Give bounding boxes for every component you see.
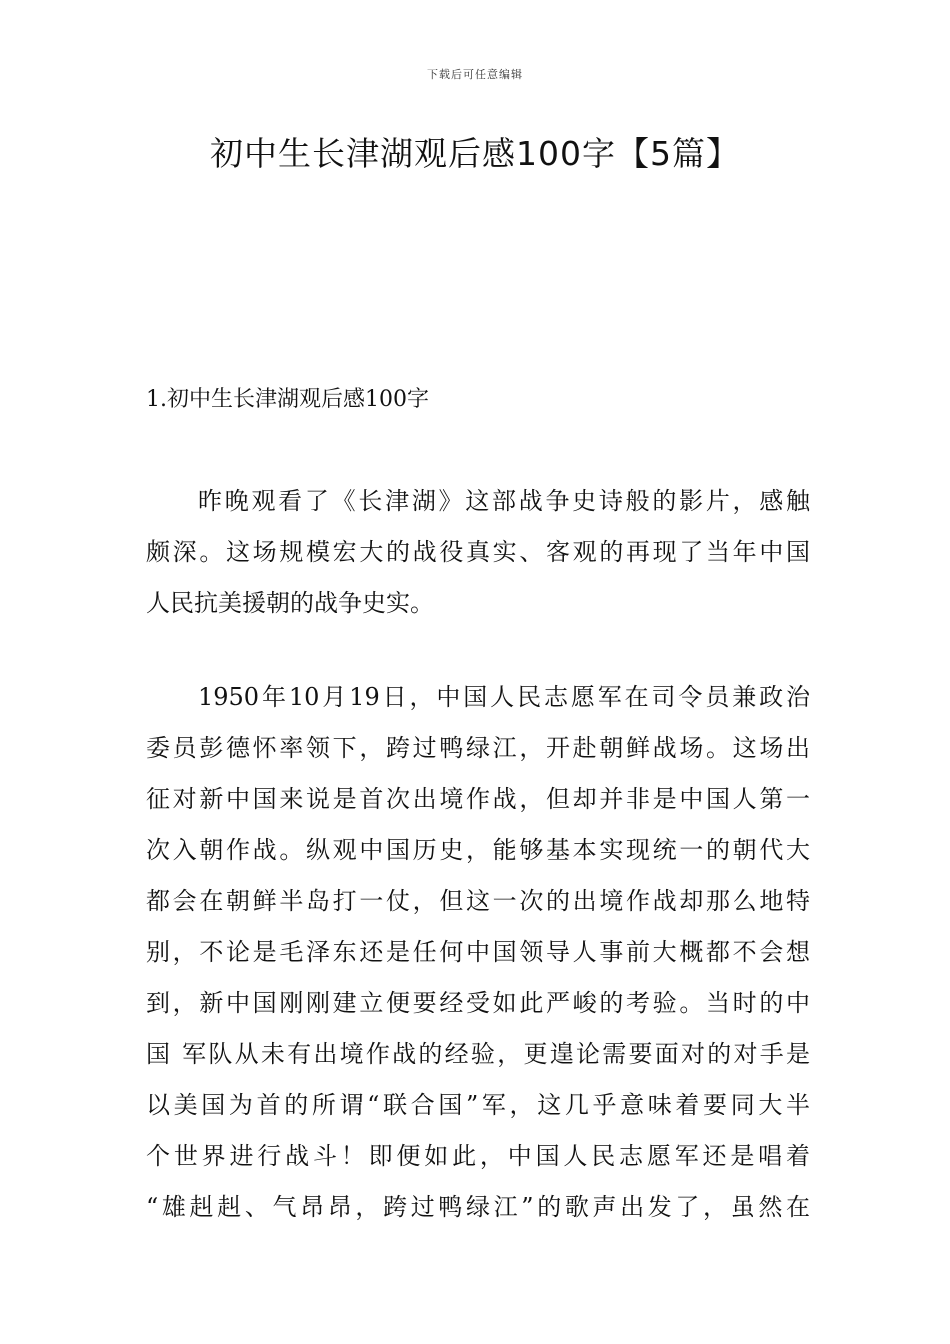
- document-title: 初中生长津湖观后感100字【5篇】: [210, 134, 740, 173]
- paragraph-line: 征对新中国来说是首次出境作战，但却并非是中国人第一: [146, 785, 810, 813]
- paragraph-line: 昨晚观看了《长津湖》这部战争史诗般的影片，感触: [198, 487, 810, 515]
- section-heading: 1.初中生长津湖观后感100字: [146, 387, 429, 412]
- paragraph-line: 个世界进行战斗！即便如此，中国人民志愿军还是唱着: [146, 1142, 810, 1170]
- paragraph-1: [146, 476, 810, 629]
- paragraph-line: 都会在朝鲜半岛打一仗，但这一次的出境作战却那么地特: [146, 887, 810, 915]
- paragraph-line: 次入朝作战。纵观中国历史，能够基本实现统一的朝代大: [146, 836, 810, 864]
- paragraph-line: 委员彭德怀率领下，跨过鸭绿江，开赴朝鲜战场。这场出: [146, 734, 810, 762]
- paragraph-line: 人民抗美援朝的战争史实。: [146, 589, 434, 617]
- paragraph-line: 国 军队从未有出境作战的经验，更遑论需要面对的对手是: [146, 1040, 810, 1068]
- paragraph-line: “雄赳赳、气昂昂，跨过鸭绿江”的歌声出发了，虽然在: [146, 1193, 810, 1221]
- paragraph-2: [146, 672, 810, 1233]
- paragraph-line: 1950年10月19日，中国人民志愿军在司令员兼政治: [198, 683, 810, 711]
- paragraph-line: 别，不论是毛泽东还是任何中国领导人事前大概都不会想: [146, 938, 810, 966]
- header-note: 下载后可任意编辑: [427, 68, 523, 81]
- paragraph-line: 到，新中国刚刚建立便要经受如此严峻的考验。当时的中: [146, 989, 810, 1017]
- paragraph-line: 颇深。这场规模宏大的战役真实、客观的再现了当年中国: [146, 538, 810, 566]
- paragraph-line: 以美国为首的所谓“联合国”军，这几乎意味着要同大半: [146, 1091, 810, 1119]
